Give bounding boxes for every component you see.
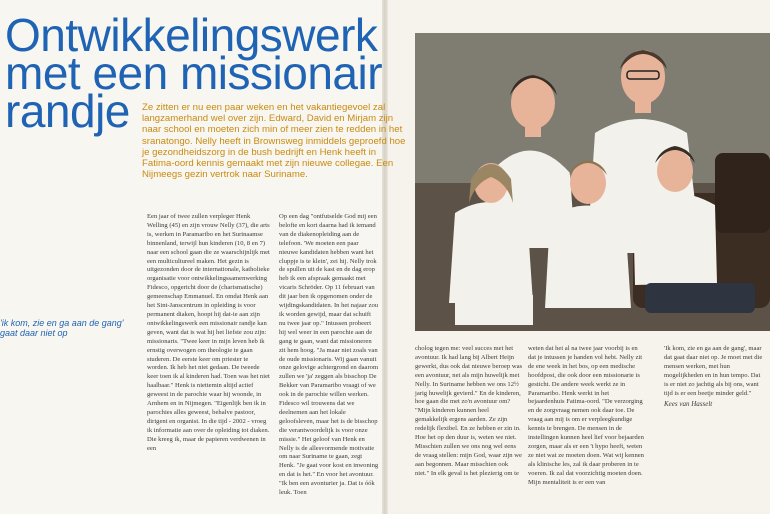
intro-lede: Ze zitten er nu een paar weken en het vakantiegevoel zal langzamerhand wel over zijn. Edward, David en Mirjam zijn naar school en moeten zich min of meer zien te redden in het sranatongo. Nelly heeft in Brownsweg inmiddels geproefd hoe je gezondheidszorg in de bush bedrijft en Henk heeft in Fatima-oord kennis gemaakt met zijn nieuwe collegae. Een Nijmeegs gezin vertrok naar Suriname. xyxy=(142,102,406,181)
headline-line: met een missionair xyxy=(5,47,383,99)
family-photo-illustration xyxy=(415,33,770,331)
body-text: weten dat het al na twee jaar voorbij is en dat je intussen je handen vol hebt. Nelly zit de ene week in het bos, op een medische hoofdpost, die ook door een missionarie is gesticht. De andere week werkt ze in Paramaribo. Henk werkt in het bejaardenhuis Fatima-oord. "De verzorging en de zorgvraag nemen ook daar toe. De vraag aan mij is om er verpleegkundige kennis te brengen. De mensen in de instellingen kunnen heel lief voor bejaarden zorgen, maar als er een 't hypo heeft, weten ze niet wat ze moeten doen. Wat wij kennen als klinische les, zal ik daar proberen in te voeren. Ik zal dat voorzichtig moeten doen. Mijn mentaliteit is er een van xyxy=(528,345,644,486)
pull-quote-line: 'ik kom, zie en ga aan de gang' xyxy=(0,318,124,328)
body-text: 'Ik kom, zie en ga aan de gang', maar dat gaat daar niet op. Je moet met die mensen werken, met hun mogelijkheden en in hun tempo. Dat is er niet zo jachtig als bij ons, want tijd is er een beetje minder geld." xyxy=(664,345,763,397)
body-column-1 xyxy=(147,213,271,453)
body-text: cholog tegen me: veel succes met het avontuur. Ik had lang bij Albert Heijn gewerkt, dus ook dat nieuwe beroep was een avontuur, net als mijn huwelijk met Nelly. In Suriname hebben we ons 12½ jarig huwelijk gevierd." En de kinderen, hoe gaan die met zo'n avontuur om? "Mijn kinderen kunnen heel gemakkelijk ergens aarden. Ze zijn redelijk flexibel. En ze hebben er zin in. Hoe het op den duur is, weten we niet. Misschien zullen we ons nog wel eens de vraag stellen: mijn God, waar zijn we aan begonnen. Maar misschien ook niet." In elk geval is het plezierig om te xyxy=(415,345,523,477)
byline: Kees van Hasselt xyxy=(664,400,713,408)
body-column-3 xyxy=(415,345,523,479)
pull-quote xyxy=(0,318,140,338)
sofa-arm xyxy=(715,153,770,233)
body-column-4 xyxy=(528,345,646,488)
body-column-5 xyxy=(664,345,764,398)
headline-line: Ontwikkelingswerk xyxy=(5,9,378,61)
body-column-2 xyxy=(279,213,379,498)
body-text: Op een dag "ontfutselde God mij een belofte en kort daarna had ik iemand van de diakenopleiding aan de telefoon. 'We moeten een paar nieuwe kandidaten hebben want het cluppje is te klein', zei hij. Nelly trok de spullen uit de kast en de dag erop heb ik een afspraak gemaakt met vicaris Schröder. Op 11 februari van dit jaar ben ik opgenomen onder de wijdingskandidaten. In het najaar zou ik worden gewijd, maar dat schuift nu twee jaar op." Intussen probeert hij wel weer in een parochie aan de gang te gaan, want dat missioneren zit hem hoog. "Ja maar niet zoals van de oude missionaris. Wij gaan vanuit onze gelovige achtergrond en daarom zullen we 'ja' zeggen als bisschop De Bekker van Paramaribo vraagt of we ook in de parochie willen werken. Fidesco wil trouwens dat we deelnemen aan het lokale geloofsleven, maar het is de bisschop die verantwoordelijk is voor onze missie." Het geloof van Henk en Nelly is de allesvormende motivatie om naar Suriname te gaan, zegt Henk. "Je gaat voor kost en inwoning en dat is het." En voor het avontuur. "Ik ben een avonturier ja. Dat is óók leuk. Toen xyxy=(279,213,379,497)
family-photo xyxy=(415,33,770,331)
body-text: Een jaar of twee zullen verpleger Henk Welling (45) en zijn vrouw Nelly (37), die arts is, werken in Paramaribo en het Surinaamse binnenland, terwijl hun kinderen (10, 8 en 7) naar een school gaan die ze waarschijnlijk met een multicultureel maken. Het gezin is uitgezonden door de internationale, katholieke organisatie voor ontwikkelingssamenwerking Fidesco, opgericht door de (charismatische) gemeenschap Emmanuel. En omdat Henk aan het Sint-Janscentrum in opleiding is voor permanent diaken, hoopt hij dat-ie aan zijn ontwikkelingswerk een missionair randje kan geven, want dat is wat hij het liefste zou zijn: missionaris. "Twee keer in mijn leven heb ik ernstig overwogen om theologie te gaan studeren. De eerste keer om priester te worden. Ik heb het niet gedaan. De tweede keer toen ik al kinderen had. Toen was het niet haalbaar." Henk is niettemin altijd actief geweest in de parochie waar hij woonde, in Arnhem en in Nijmegen. "Eigenlijk ben ik in parochies alles geweest, behalve pastoor, dirigent en organist. In die tijd - 2002 - vroeg ik informatie aan over de opleiding tot diaken. Die kreeg ik, maar de papieren verdwenen in een xyxy=(147,213,270,452)
headline-line: randje xyxy=(5,85,130,137)
pull-quote-line: gaat daar niet op xyxy=(0,328,68,338)
